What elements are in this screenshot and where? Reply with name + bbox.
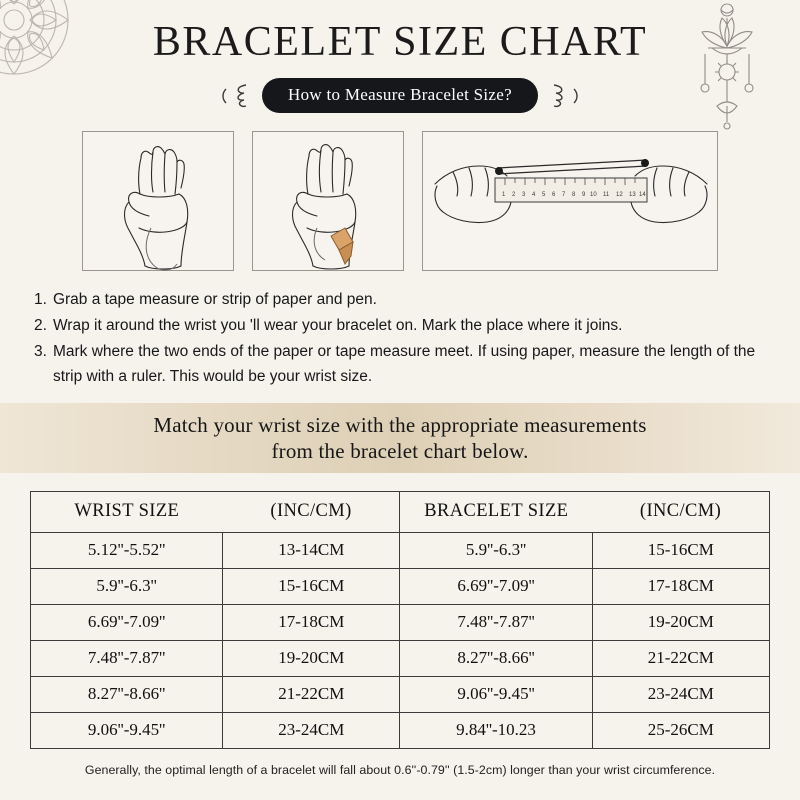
illustrations-row (0, 131, 800, 271)
step-text: Grab a tape measure or strip of paper and pen. (52, 291, 377, 308)
illustration-hand-with-paper-strip (252, 131, 404, 271)
cell-bracelet-cm: 23-24CM (592, 677, 769, 713)
table-header-wrist-size: WRIST SIZE (31, 492, 223, 533)
table-row (31, 713, 770, 749)
page-title: BRACELET SIZE CHART (152, 19, 648, 65)
cell-wrist-cm: 21-22CM (223, 677, 400, 713)
size-table-wrap (30, 491, 770, 749)
table-row (31, 677, 770, 713)
illustration-hands-measuring-with-ruler (422, 131, 718, 271)
cell-bracelet-cm: 19-20CM (592, 605, 769, 641)
cell-bracelet-cm: 17-18CM (592, 569, 769, 605)
cell-bracelet-inch: 8.27''-8.66'' (400, 641, 592, 677)
cell-bracelet-inch: 9.84''-10.23 (400, 713, 592, 749)
cell-bracelet-cm: 25-26CM (592, 713, 769, 749)
hands-measuring-strip-with-ruler-icon (423, 132, 719, 272)
subtitle-row (0, 78, 800, 113)
table-header-bracelet-units: (INC/CM) (592, 492, 769, 533)
banner-line-1: Match your wrist size with the appropriate measurements (153, 412, 647, 437)
svg-text:11: 11 (603, 192, 610, 198)
cell-wrist-cm: 15-16CM (223, 569, 400, 605)
cell-wrist-cm: 23-24CM (223, 713, 400, 749)
table-header-bracelet-size: BRACELET SIZE (400, 492, 592, 533)
cell-bracelet-cm: 21-22CM (592, 641, 769, 677)
cell-wrist-cm: 19-20CM (223, 641, 400, 677)
svg-text:10: 10 (590, 192, 597, 198)
banner (0, 403, 800, 473)
cell-wrist-inch: 5.9''-6.3'' (31, 569, 223, 605)
footnote: Generally, the optimal length of a bracelet will fall about 0.6''-0.79'' (1.5-2cm) longer than your wrist circumference. (84, 763, 716, 778)
cell-wrist-cm: 13-14CM (223, 533, 400, 569)
table-row (31, 533, 770, 569)
svg-text:1: 1 (502, 192, 506, 198)
svg-text:14: 14 (639, 192, 646, 198)
cell-bracelet-inch: 9.06''-9.45'' (400, 677, 592, 713)
subtitle-pill: How to Measure Bracelet Size? (262, 78, 538, 113)
cell-wrist-inch: 7.48''-7.87'' (31, 641, 223, 677)
table-header-wrist-units: (INC/CM) (223, 492, 400, 533)
svg-text:4: 4 (532, 192, 536, 198)
svg-text:5: 5 (542, 192, 546, 198)
svg-text:9: 9 (582, 192, 586, 198)
step-item (34, 287, 766, 312)
illustration-hand-with-tape-measure (82, 131, 234, 271)
flourish-right-icon (550, 81, 580, 111)
step-item (34, 339, 766, 389)
step-text: Mark where the two ends of the paper or tape measure meet. If using paper, measure the length of the strip with a ruler. This would be your wrist size. (52, 343, 756, 386)
steps-list (34, 287, 766, 389)
cell-wrist-inch: 8.27''-8.66'' (31, 677, 223, 713)
hand-with-tape-measure-icon (83, 132, 235, 272)
hand-with-paper-strip-icon (253, 132, 405, 272)
size-table (30, 491, 770, 749)
svg-text:12: 12 (616, 192, 623, 198)
cell-wrist-inch: 6.69''-7.09'' (31, 605, 223, 641)
cell-bracelet-inch: 6.69''-7.09'' (400, 569, 592, 605)
step-number: 1. (34, 291, 47, 308)
svg-text:6: 6 (552, 192, 556, 198)
cell-wrist-cm: 17-18CM (223, 605, 400, 641)
step-number: 3. (34, 343, 47, 361)
step-item (34, 313, 766, 338)
table-row (31, 641, 770, 677)
flourish-left-icon (220, 81, 250, 111)
cell-wrist-inch: 5.12''-5.52'' (31, 533, 223, 569)
table-row (31, 605, 770, 641)
cell-bracelet-inch: 5.9''-6.3'' (400, 533, 592, 569)
cell-wrist-inch: 9.06''-9.45'' (31, 713, 223, 749)
svg-text:7: 7 (562, 192, 566, 198)
cell-bracelet-cm: 15-16CM (592, 533, 769, 569)
svg-text:2: 2 (512, 192, 516, 198)
step-number: 2. (34, 317, 47, 335)
svg-text:3: 3 (522, 192, 526, 198)
table-row (31, 569, 770, 605)
banner-line-2: from the bracelet chart below. (271, 439, 529, 464)
table-header-row (31, 492, 770, 533)
step-text: Wrap it around the wrist you 'll wear your bracelet on. Mark the place where it joins. (52, 317, 623, 335)
svg-text:13: 13 (629, 192, 636, 198)
svg-text:8: 8 (572, 192, 576, 198)
cell-bracelet-inch: 7.48''-7.87'' (400, 605, 592, 641)
